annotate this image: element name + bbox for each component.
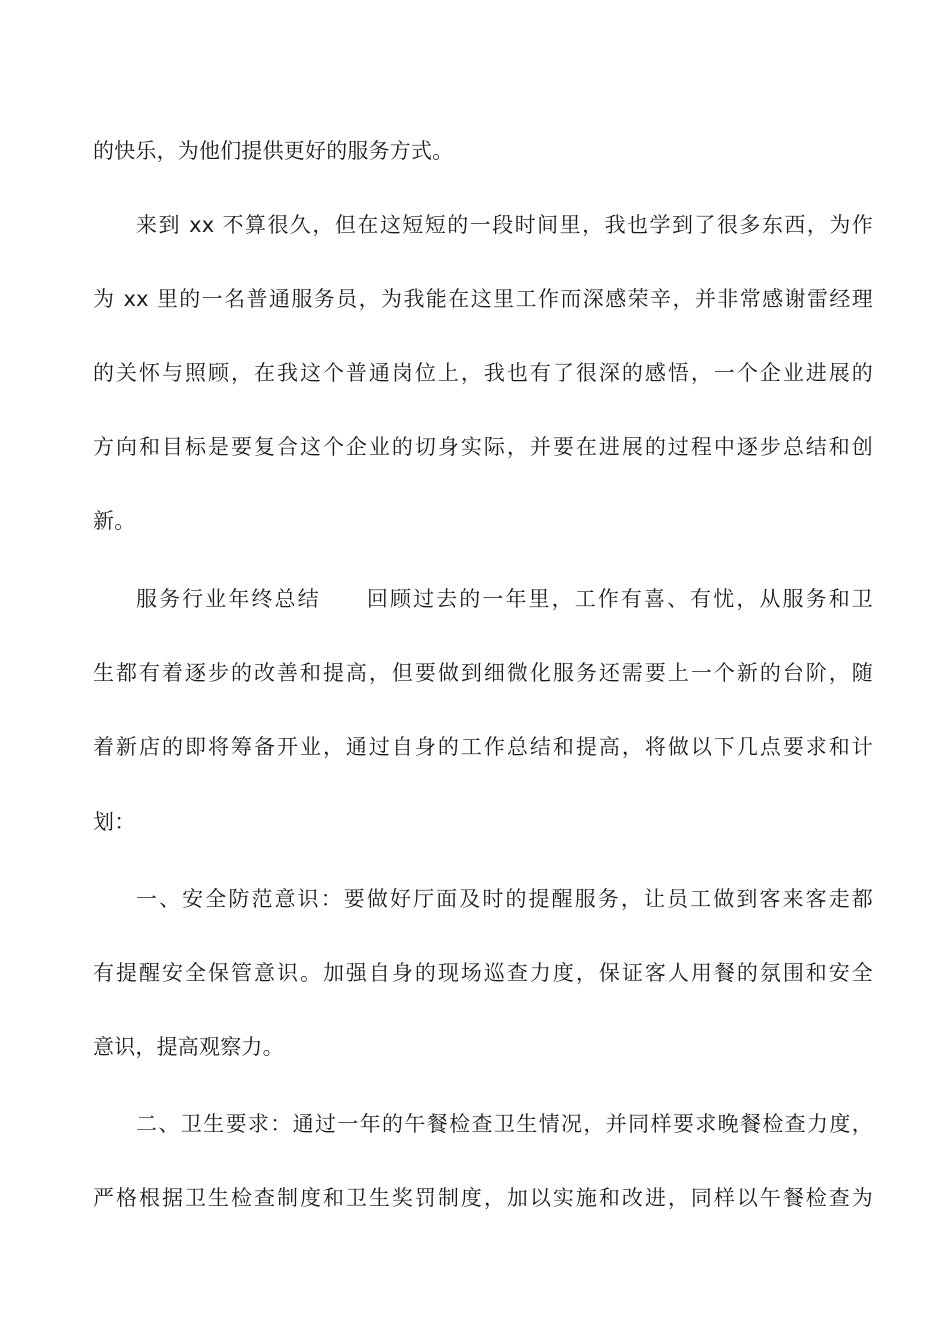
paragraph-first-line: 服务行业年终总结 回顾过去的一年里，工作有喜、有忧，从服务和卫 [136,587,873,611]
text-line: 的关怀与照顾，在我这个普通岗位上，我也有了很深的感悟，一个企业进展的 [93,361,873,385]
paragraph-first-line: 二、卫生要求：通过一年的午餐检查卫生情况，并同样要求晚餐检查力度， [136,1112,873,1136]
text-line: 意识，提高观察力。 [93,1035,284,1059]
text-line: 方向和目标是要复合这个企业的切身实际，并要在进展的过程中逐步总结和创 [93,435,873,459]
text-line: 为 xx 里的一名普通服务员，为我能在这里工作而深感荣辛，并非常感谢雷经理 [93,287,873,311]
text-line: 新。 [93,509,136,533]
text-line: 划： [93,810,136,834]
text-line: 的快乐，为他们提供更好的服务方式。 [93,139,454,163]
text-line: 着新店的即将筹备开业，通过自身的工作总结和提高，将做以下几点要求和计 [93,735,873,759]
paragraph-first-line: 一、安全防范意识：要做好厅面及时的提醒服务，让员工做到客来客走都 [136,887,873,911]
text-line: 有提醒安全保管意识。加强自身的现场巡查力度，保证客人用餐的氛围和安全 [93,961,873,985]
text-line: 生都有着逐步的改善和提高，但要做到细微化服务还需要上一个新的台阶，随 [93,661,873,685]
text-line: 严格根据卫生检查制度和卫生奖罚制度，加以实施和改进，同样以午餐检查为 [93,1186,873,1210]
paragraph-first-line: 来到 xx 不算很久，但在这短短的一段时间里，我也学到了很多东西，为作 [136,213,873,237]
